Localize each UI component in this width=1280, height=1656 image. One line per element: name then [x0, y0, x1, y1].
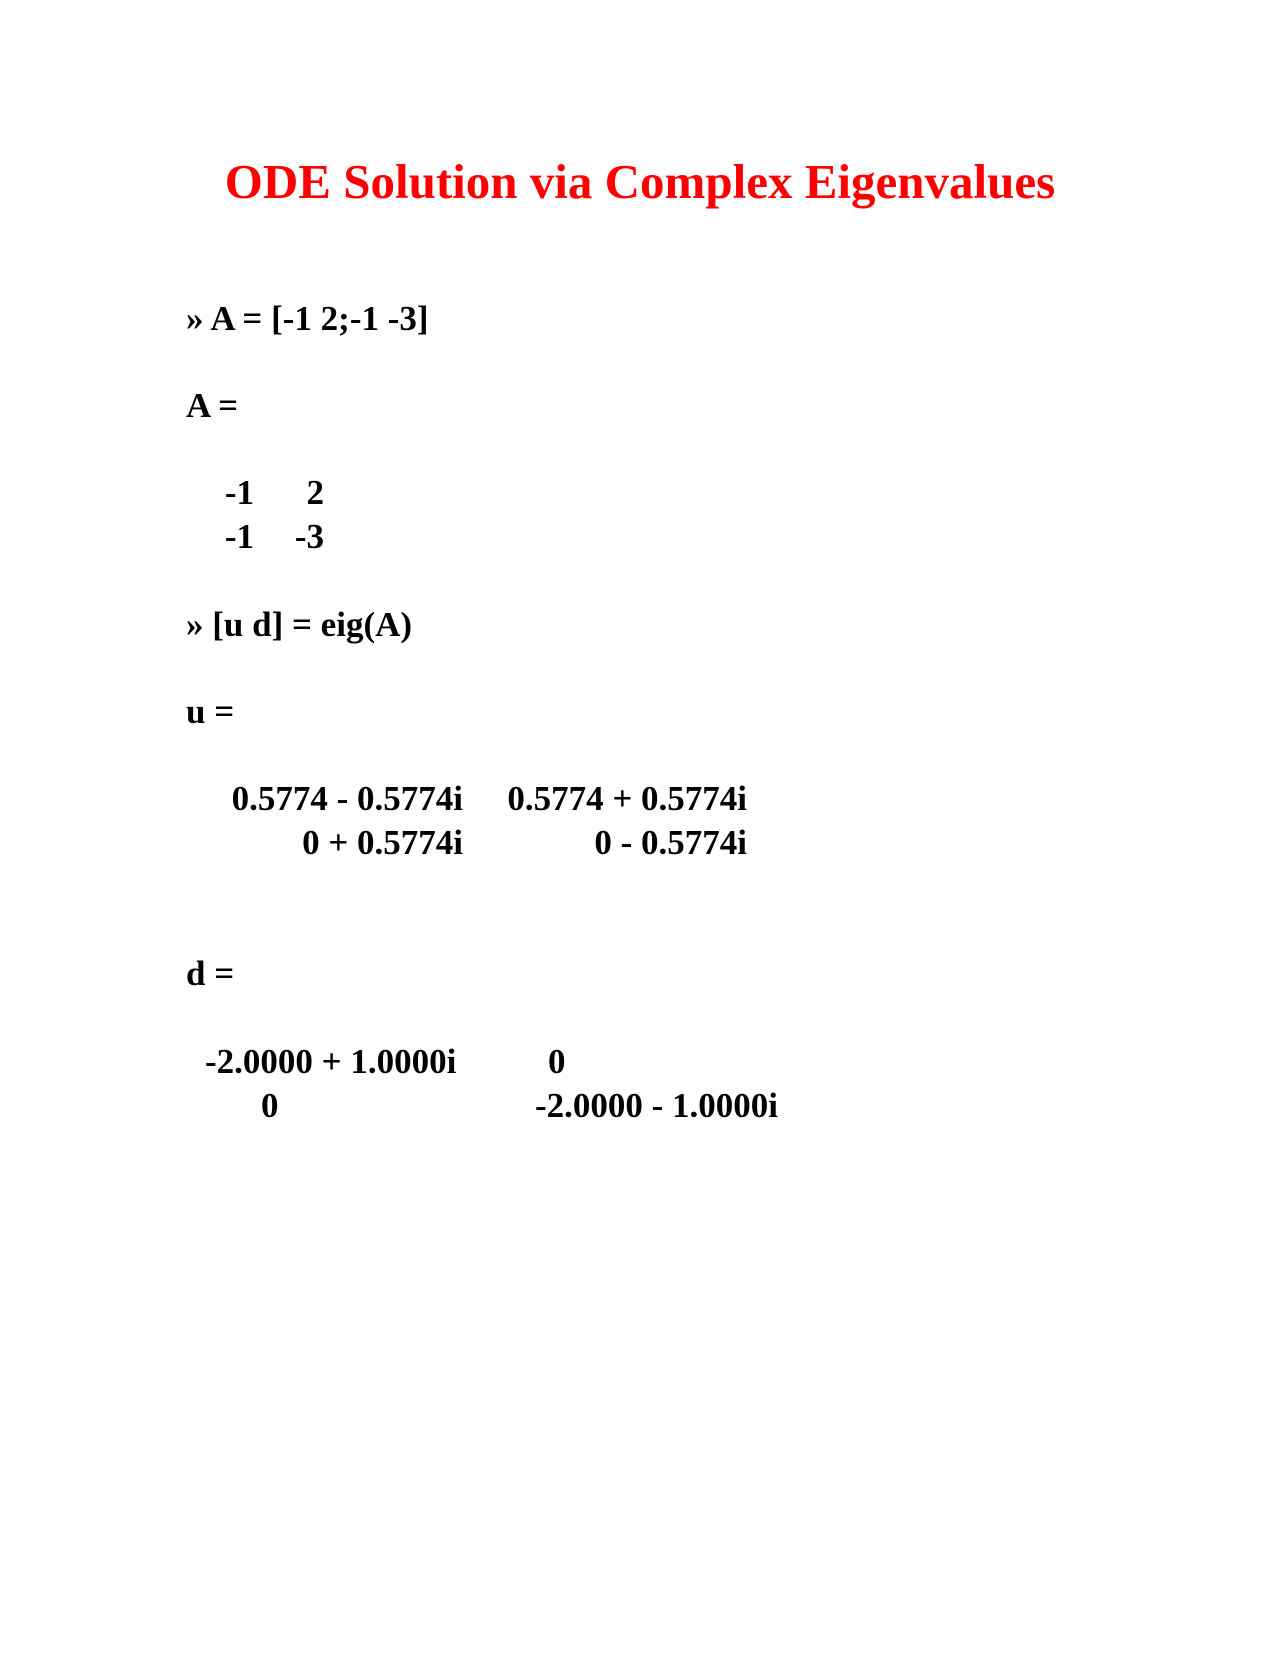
matrix-u-cell: 0.5774 + 0.5774i — [507, 779, 747, 818]
a-label: A = — [186, 386, 239, 425]
matrix-a-cell: -3 — [294, 517, 324, 556]
command-define-a: » A = [-1 2;-1 -3] — [186, 299, 429, 338]
matrix-u-cell: 0.5774 - 0.5774i — [231, 779, 463, 818]
matrix-a-cell: 2 — [306, 473, 324, 512]
page-title: ODE Solution via Complex Eigenvalues — [224, 154, 1056, 209]
matrix-d-cell: 0 — [261, 1086, 279, 1125]
command-eig: » [u d] = eig(A) — [186, 605, 413, 644]
d-label: d = — [186, 954, 235, 993]
matrix-d-cell: 0 — [548, 1042, 566, 1081]
matrix-u-cell: 0 - 0.5774i — [594, 823, 747, 862]
matrix-d-cell: -2.0000 - 1.0000i — [535, 1086, 779, 1125]
matrix-a-cell: -1 — [224, 517, 254, 556]
u-label: u = — [186, 692, 235, 731]
matrix-d-cell: -2.0000 + 1.0000i — [205, 1042, 457, 1081]
matrix-u-cell: 0 + 0.5774i — [302, 823, 463, 862]
matrix-a-cell: -1 — [224, 473, 254, 512]
